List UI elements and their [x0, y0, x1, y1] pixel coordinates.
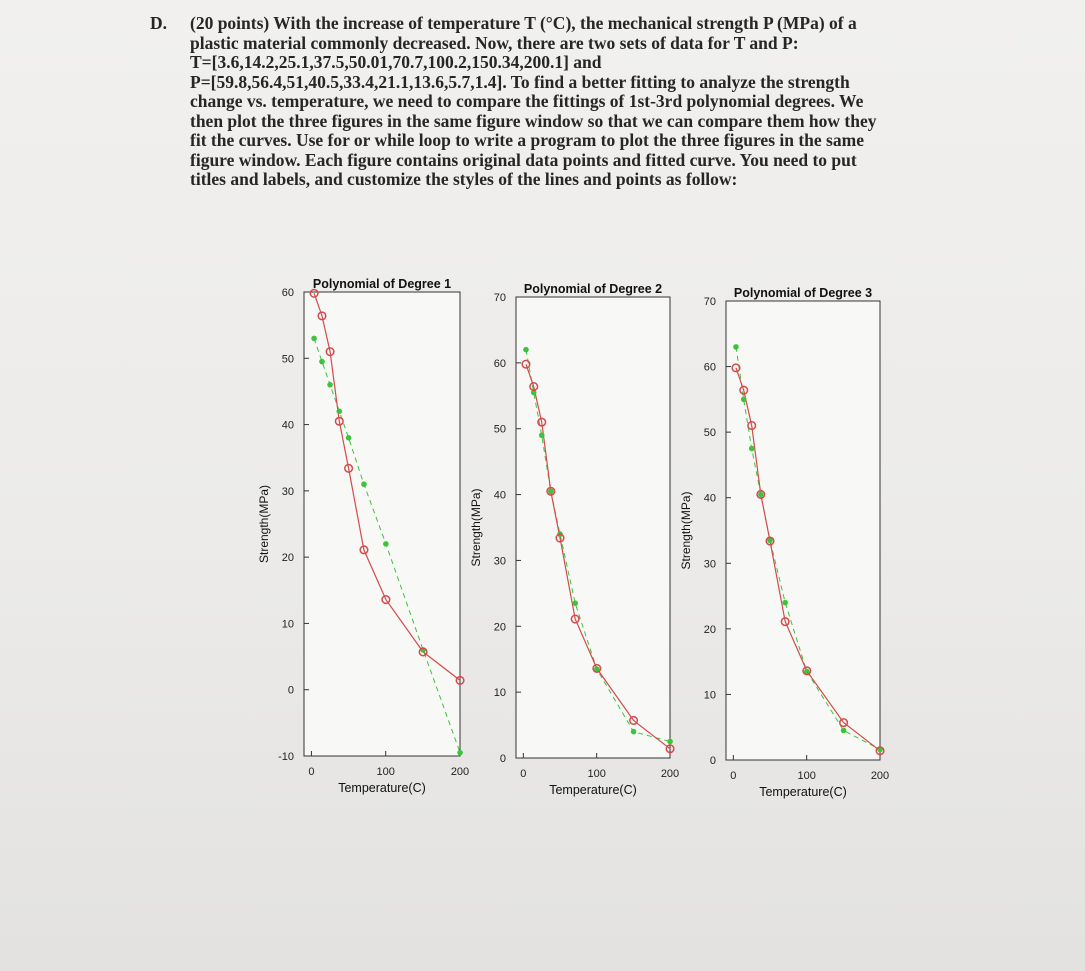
subplot-title: Polynomial of Degree 3 — [733, 286, 873, 300]
problem-line: titles and labels, and customize the styles of the lines and points as follow: — [190, 169, 738, 189]
fit-point — [758, 492, 764, 498]
fit-point — [319, 359, 325, 365]
fit-point — [523, 347, 529, 353]
x-tick-label: 100 — [376, 766, 395, 778]
problem-line: (20 points) With the increase of temperature T (°C), the mechanical strength P (MPa) of a — [190, 13, 857, 33]
problem-label: D. — [150, 13, 168, 33]
y-tick-label: 40 — [493, 489, 506, 502]
fit-point — [782, 600, 788, 606]
fit-point — [749, 446, 755, 452]
y-tick-label: -10 — [278, 751, 294, 763]
problem-line: plastic material commonly decreased. Now, there are two sets of data for T and P: — [190, 32, 799, 53]
problem-line: P=[59.8,56.4,51,40.5,33.4,21.1,13.6,5.7,1.4]. To find a better fitting to analyze the strength — [190, 71, 850, 92]
x-tick-label: 0 — [308, 766, 315, 778]
y-tick-label: 40 — [703, 492, 716, 505]
y-axis-label: Strength(MPa) — [679, 491, 693, 570]
y-tick-label: 50 — [493, 423, 506, 436]
y-tick-label: 60 — [493, 357, 506, 370]
y-axis-label: Strength(MPa) — [469, 488, 483, 567]
x-axis-label: Temperature(C) — [338, 781, 426, 795]
fit-point — [346, 435, 352, 441]
fit-point — [457, 750, 463, 756]
subplot-title: Polynomial of Degree 1 — [312, 277, 452, 291]
fit-point — [311, 336, 317, 342]
x-tick-label: 200 — [660, 768, 680, 780]
y-tick-label: 0 — [709, 755, 716, 767]
y-tick-label: 20 — [703, 623, 716, 636]
fit-point — [572, 600, 578, 606]
y-tick-label: 40 — [281, 419, 294, 432]
x-tick-label: 200 — [870, 770, 890, 782]
y-axis-label: Strength(MPa) — [257, 484, 271, 564]
x-tick-label: 200 — [450, 766, 470, 778]
y-tick-label: 10 — [703, 689, 716, 702]
y-tick-label: 60 — [703, 361, 716, 374]
y-tick-label: 70 — [703, 296, 716, 308]
y-tick-label: 10 — [281, 618, 294, 631]
fit-point — [841, 728, 847, 734]
y-tick-label: 30 — [703, 558, 716, 571]
x-axis-label: Temperature(C) — [549, 783, 637, 797]
fit-point — [539, 433, 545, 439]
problem-line: T=[3.6,14.2,25.1,37.5,50.01,70.7,100.2,150.34,200.1] and — [190, 52, 602, 72]
plot-area — [304, 292, 460, 756]
y-tick-label: 10 — [493, 687, 506, 700]
y-tick-label: 0 — [499, 753, 506, 765]
x-axis-label: Temperature(C) — [759, 785, 847, 799]
subplot-2 — [469, 282, 679, 797]
x-tick-label: 100 — [587, 768, 606, 780]
problem-line: change vs. temperature, we need to compare the fittings of 1st-3rd polynomial degrees. We — [190, 91, 864, 111]
subplot-1 — [257, 277, 469, 795]
fit-point — [336, 409, 342, 415]
fit-point — [361, 481, 367, 487]
problem-line: figure window. Each figure contains original data points and fitted curve. You need to put — [190, 149, 857, 170]
problem-line: fit the curves. Use for or while loop to write a program to plot the three figures in the same — [190, 130, 864, 150]
fit-point — [327, 382, 333, 388]
y-tick-label: 0 — [287, 684, 294, 697]
plot-area — [726, 301, 880, 760]
y-tick-label: 20 — [493, 621, 506, 634]
subplot-title: Polynomial of Degree 2 — [523, 282, 663, 296]
y-tick-label: 70 — [493, 292, 506, 304]
fit-point — [631, 729, 637, 735]
y-tick-label: 50 — [703, 427, 716, 440]
plot-area — [516, 297, 670, 758]
subplot-3 — [679, 286, 889, 799]
y-tick-label: 60 — [281, 287, 294, 299]
fit-point — [548, 488, 554, 494]
y-tick-label: 30 — [281, 485, 294, 498]
y-tick-label: 20 — [281, 552, 294, 565]
x-tick-label: 100 — [797, 770, 816, 782]
y-tick-label: 50 — [281, 353, 294, 366]
problem-line: then plot the three figures in the same figure window so that we can compare them how they — [190, 110, 877, 131]
x-tick-label: 0 — [730, 770, 737, 782]
fit-point — [741, 397, 747, 403]
y-tick-label: 30 — [493, 555, 506, 568]
fit-point — [733, 344, 739, 350]
fit-point — [667, 739, 673, 745]
x-tick-label: 0 — [520, 768, 527, 780]
fit-point — [383, 541, 389, 547]
